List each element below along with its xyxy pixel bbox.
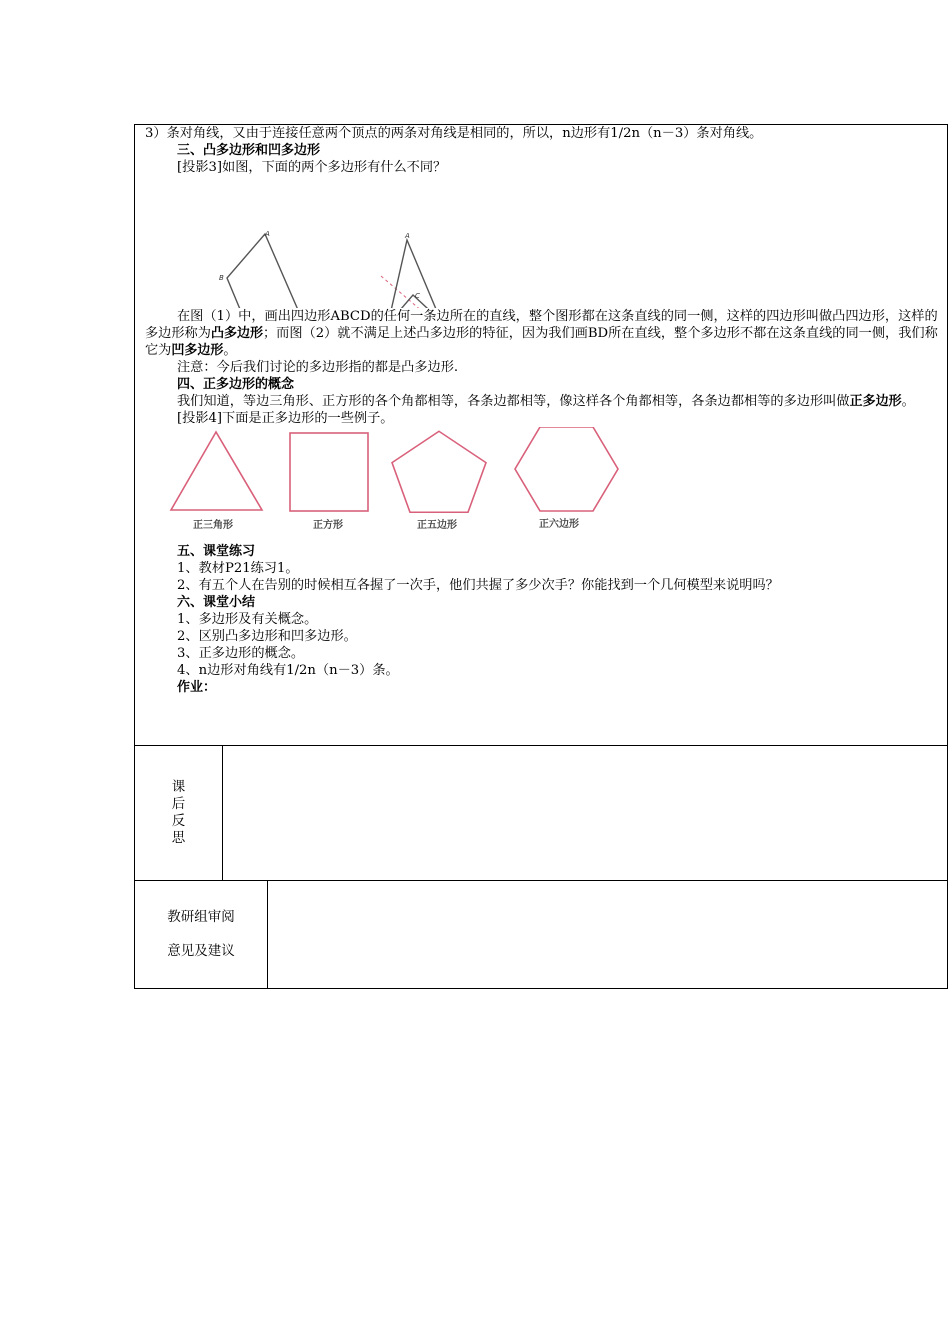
- paragraph-convex-concave: [145, 308, 941, 359]
- reflection-row: [135, 746, 947, 881]
- caption-regular-triangle: 正三角形: [193, 520, 233, 531]
- homework-label: 作业：: [177, 680, 217, 695]
- figure-regular-polygons: [145, 427, 941, 543]
- summary-2: 2、区别凸多边形和凹多边形。: [177, 629, 357, 644]
- section-6-heading: 六、课堂小结: [177, 595, 256, 610]
- exercise-2: 2、有五个人在告别的时候相互各握了一次手，他们共握了多少次手？你能找到一个几何模型来说明吗？: [177, 578, 779, 593]
- convex-text-2: ；而图（2）就不满足上述凸多边形的特征，因为我们画BD所在直线，整个多边形不都在这条直线的同一侧，我们称它为: [145, 326, 938, 358]
- regular-triangle-shape: [171, 432, 262, 510]
- review-label-line1: 教研组审阅: [167, 909, 235, 925]
- term-concave-polygon: 凹多边形: [171, 343, 224, 358]
- projection-3-text: [投影3]如图，下面的两个多边形有什么不同？: [177, 160, 447, 175]
- section-3-heading: 三、凸多边形和凹多边形: [177, 143, 321, 158]
- review-label-line2: 意见及建议: [167, 943, 235, 959]
- figure-quadrilaterals: [145, 176, 941, 308]
- reflection-label-char: 后: [171, 796, 186, 812]
- regular-pentagon-shape: [392, 431, 486, 512]
- note-text: 注意：今后我们讨论的多边形指的都是凸多边形.: [177, 360, 459, 375]
- reflection-label-char: 反: [171, 813, 186, 829]
- reflection-label: [172, 779, 186, 847]
- summary-1: 1、多边形及有关概念。: [177, 612, 318, 627]
- convex-text-1: 在图（1）中，画出四边形ABCD的任何一条边所在的直线，整个图形都在这条直线的同一侧，这样的四边形叫做凸四边形，这样的多边形称为: [145, 309, 938, 341]
- reflection-label-char: 思: [171, 830, 186, 846]
- reflection-label-char: 课: [171, 779, 186, 795]
- fig1-label-b: B: [219, 274, 224, 282]
- fig2-label-c: C: [415, 292, 420, 300]
- section-4-heading: 四、正多边形的概念: [177, 377, 295, 392]
- regular-text-1: 我们知道，等边三角形、正方形的各个角都相等，各条边都相等，像这样各个角都相等，各条边都相等的多边形叫做: [177, 394, 850, 409]
- term-convex-polygon: 凸多边形: [210, 326, 263, 341]
- paragraph-diagonal-continued: 3）条对角线，又由于连接任意两个顶点的两条对角线是相同的，所以，n边形有1/2n（n－3）条对角线。: [145, 126, 763, 141]
- convex-quadrilateral: [199, 234, 335, 308]
- regular-polygons-svg: [145, 427, 941, 543]
- fig2-label-a: A: [405, 232, 410, 240]
- review-label: [159, 909, 243, 960]
- regular-hexagon-shape: [515, 427, 618, 511]
- reflection-label-cell: [135, 746, 223, 880]
- paragraph-regular-polygon: [145, 393, 941, 410]
- caption-regular-pentagon: 正五边形: [417, 520, 457, 531]
- regular-square-shape: [290, 433, 368, 511]
- term-regular-polygon: 正多边形: [849, 394, 902, 409]
- projection-4-text: [投影4]下面是正多边形的一些例子。: [177, 411, 394, 426]
- lesson-content-cell: [135, 125, 947, 746]
- caption-regular-hexagon: 正六边形: [539, 519, 579, 530]
- section-5-heading: 五、课堂练习: [177, 544, 256, 559]
- review-label-cell: [135, 881, 268, 988]
- lesson-plan-table: [134, 124, 948, 989]
- caption-square: 正方形: [313, 520, 343, 531]
- exercise-1: 1、教材P21练习1。: [177, 561, 299, 576]
- regular-text-2: 。: [901, 394, 915, 409]
- review-row: [135, 881, 947, 988]
- convex-text-3: 。: [223, 343, 237, 358]
- summary-3: 3、正多边形的概念。: [177, 646, 305, 661]
- fig1-label-a: A: [265, 230, 270, 238]
- quadrilateral-figures-svg: [145, 176, 941, 308]
- summary-4: 4、n边形对角线有1/2n（n－3）条。: [177, 663, 399, 678]
